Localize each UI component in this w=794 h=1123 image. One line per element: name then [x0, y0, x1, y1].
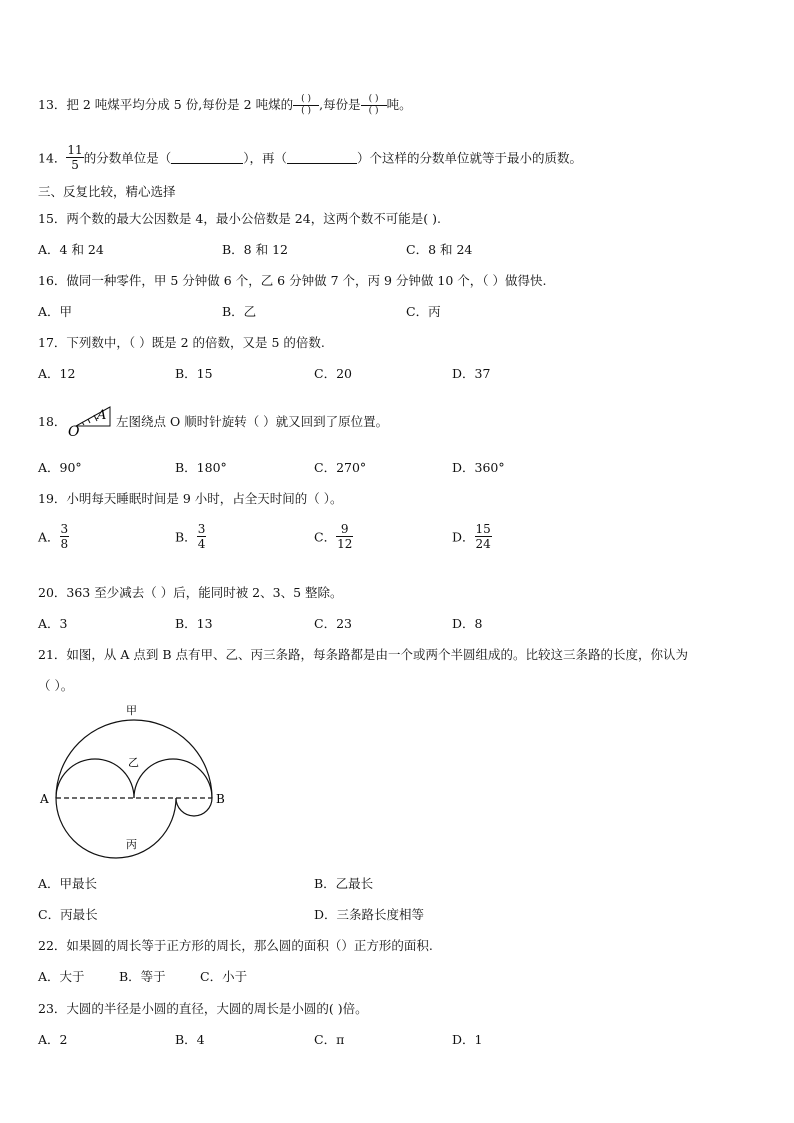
answer-fraction-blank[interactable]: $\frac{( )}{( )}$: [293, 95, 319, 116]
question-text: 363 至少减去（ ）后，能同时被 2、3、5 整除。: [66, 585, 343, 600]
paths-figure: [36, 700, 236, 870]
fraction: $\frac{11}{5}$: [67, 143, 83, 172]
question-text: 把 2 吨煤平均分成 5 份,每份是 2 吨煤的: [66, 97, 294, 112]
question-20: 20．363 至少减去（ ）后，能同时被 2、3、5 整除。: [38, 585, 343, 600]
option-c[interactable]: C．小于: [200, 969, 248, 984]
option-a[interactable]: A． $\frac{3}{8}$: [38, 522, 69, 551]
option-c[interactable]: C．π: [314, 1032, 345, 1047]
option-a[interactable]: A．2: [38, 1032, 68, 1047]
option-c[interactable]: C．丙: [406, 304, 441, 319]
question-text: 小明每天睡眠时间是 9 小时，占全天时间的（ ）。: [66, 491, 343, 506]
section-heading: 三、反复比较，精心选择: [38, 184, 176, 199]
answer-fraction-blank[interactable]: $\frac{( )}{( )}$: [361, 95, 387, 116]
question-14: 14． $\frac{11}{5}$ 的分数单位是（ ），再（ ）个这样的分数单位就等于最小的质数。: [38, 143, 582, 172]
option-c[interactable]: C．丙最长: [38, 907, 98, 922]
option-b[interactable]: B．乙: [222, 304, 257, 319]
question-15: 15．两个数的最大公因数是 4，最小公倍数是 24，这两个数不可能是( ).: [38, 211, 441, 226]
option-b[interactable]: B．4: [175, 1032, 205, 1047]
option-c[interactable]: C．20: [314, 366, 352, 381]
option-a[interactable]: A．3: [38, 616, 68, 631]
question-number: 13．: [38, 97, 67, 112]
question-text: 如果圆的周长等于正方形的周长，那么圆的面积（）正方形的面积.: [66, 938, 433, 953]
question-text: 大圆的半径是小圆的直径，大圆的周长是小圆的( )倍。: [66, 1001, 368, 1016]
option-b[interactable]: B．乙最长: [314, 876, 374, 891]
question-number: 14．: [38, 150, 67, 166]
option-a[interactable]: A．大于: [38, 969, 85, 984]
label-jia: 甲: [126, 704, 137, 717]
option-c[interactable]: C．270°: [314, 460, 367, 475]
option-d[interactable]: D．37: [452, 366, 491, 381]
question-21: 21．如图，从 A 点到 B 点有甲、乙、丙三条路，每条路都是由一个或两个半圆组成的。比较这三条路的长度，你认为: [38, 647, 689, 662]
question-13: 13．把 2 吨煤平均分成 5 份,每份是 2 吨煤的 $\frac{( )}{( )}$ ,每份是 $\frac{( )}{( )}$ 吨。: [38, 94, 412, 116]
option-a[interactable]: A．12: [38, 366, 76, 381]
rotation-figure: [68, 404, 114, 438]
option-d[interactable]: D．8: [452, 616, 483, 631]
answer-blank[interactable]: [287, 152, 357, 164]
option-b[interactable]: B．等于: [119, 969, 166, 984]
option-c[interactable]: C． $\frac{9}{12}$: [314, 522, 353, 551]
option-a[interactable]: A．甲最长: [38, 876, 98, 891]
option-d[interactable]: D． $\frac{15}{24}$: [452, 522, 491, 551]
question-21-answer-paren: （ ）。: [38, 678, 74, 693]
question-text: 左图绕点 O 顺时针旋转（ ）就又回到了原位置。: [116, 414, 389, 429]
option-a[interactable]: A．甲: [38, 304, 73, 319]
option-a[interactable]: A．4 和 24: [38, 242, 104, 257]
point-a-label: A: [97, 408, 107, 423]
option-d[interactable]: D．1: [452, 1032, 483, 1047]
label-bing: 丙: [126, 838, 137, 851]
option-d[interactable]: D．三条路长度相等: [314, 907, 425, 922]
question-19: 19．小明每天睡眠时间是 9 小时，占全天时间的（ ）。: [38, 491, 343, 506]
option-c[interactable]: C．23: [314, 616, 352, 631]
option-b[interactable]: B． $\frac{3}{4}$: [175, 522, 206, 551]
option-b[interactable]: B．13: [175, 616, 213, 631]
question-16: 16．做同一种零件，甲 5 分钟做 6 个，乙 6 分钟做 7 个，丙 9 分钟做 10 个，（ ）做得快.: [38, 273, 547, 288]
option-d[interactable]: D．360°: [452, 460, 505, 475]
question-text: 下列数中，（ ）既是 2 的倍数，又是 5 的倍数.: [66, 335, 325, 350]
point-o-label: O: [68, 424, 80, 438]
question-17: 17．下列数中，（ ）既是 2 的倍数，又是 5 的倍数.: [38, 335, 325, 350]
question-text: 做同一种零件，甲 5 分钟做 6 个，乙 6 分钟做 7 个，丙 9 分钟做 10 个，（ ）做得快.: [66, 273, 547, 288]
option-c[interactable]: C．8 和 24: [406, 242, 473, 257]
option-b[interactable]: B．8 和 12: [222, 242, 288, 257]
option-b[interactable]: B．15: [175, 366, 213, 381]
answer-blank[interactable]: [171, 152, 243, 164]
label-yi: 乙: [128, 756, 139, 769]
option-b[interactable]: B．180°: [175, 460, 227, 475]
question-22: 22．如果圆的周长等于正方形的周长，那么圆的面积（）正方形的面积.: [38, 938, 433, 953]
label-b: B: [216, 792, 225, 806]
question-23: 23．大圆的半径是小圆的直径，大圆的周长是小圆的( )倍。: [38, 1001, 368, 1016]
label-a: A: [40, 792, 49, 806]
option-a[interactable]: A．90°: [38, 460, 82, 475]
question-text: 两个数的最大公因数是 4，最小公倍数是 24，这两个数不可能是( ).: [66, 211, 441, 226]
question-text: 如图，从 A 点到 B 点有甲、乙、丙三条路，每条路都是由一个或两个半圆组成的。比较这三条路的长度，你认为: [66, 647, 689, 662]
